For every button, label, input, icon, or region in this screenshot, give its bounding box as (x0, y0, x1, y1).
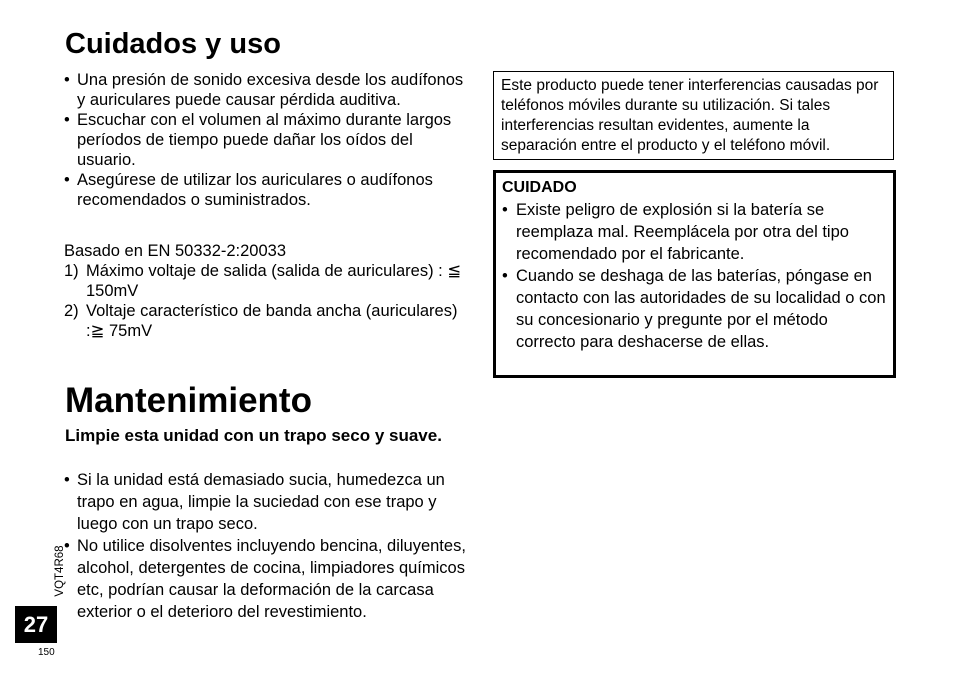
maintenance-subtitle: Limpie esta unidad con un trapo seco y suave. (65, 426, 442, 445)
norm-item (64, 261, 464, 301)
care-bullet-list (64, 70, 464, 210)
caution-bullet: • Existe peligro de explosión si la batería se reemplaza mal. Reemplácela por otra del tipo recomendado por el fabricante. (502, 199, 888, 265)
interference-notice-box: Este producto puede tener interferencias causadas por teléfonos móviles durante su utilización. Si tales interferencias resultan evidentes, aumente la separación entre el producto y el teléfono móvil. (493, 71, 894, 160)
norm-item-number: 1) (64, 262, 79, 280)
small-page-number: 150 (38, 647, 55, 658)
maintenance-bullet: • Si la unidad está demasiado sucia, humedezca un trapo en agua, limpie la suciedad con ese trapo y luego con un trapo seco. (64, 469, 474, 535)
section-title-maintenance: Mantenimiento (65, 381, 312, 420)
page-number-badge: 27 (15, 606, 57, 643)
norm-item-text: Máximo voltaje de salida (salida de auriculares) : ≦ 150mV (86, 262, 462, 300)
norm-item-text: Voltaje característico de banda ancha (auriculares) :≧ 75mV (86, 302, 458, 340)
caution-bullet-list (502, 199, 888, 353)
norm-item (64, 301, 464, 341)
care-bullet: • Escuchar con el volumen al máximo durante largos períodos de tiempo puede dañar los oídos del usuario. (64, 110, 464, 170)
care-bullet: • Una presión de sonido excesiva desde los audífonos y auriculares puede causar pérdida auditiva. (64, 70, 464, 110)
caution-title: CUIDADO (502, 179, 577, 196)
norm-reference: Basado en EN 50332-2:20033 (64, 242, 287, 260)
caution-box (493, 170, 896, 378)
maintenance-bullet: • No utilice disolventes incluyendo bencina, diluyentes, alcohol, detergentes de cocina, limpiadores químicos etc, podrían causar la deformación de la carcasa exterior o el deterioro del revestimiento. (64, 535, 474, 623)
care-bullet: • Asegúrese de utilizar los auriculares o audífonos recomendados o suministrados. (64, 170, 464, 210)
caution-bullet: • Cuando se deshaga de las baterías, póngase en contacto con las autoridades de su localidad o con su concesionario y pregunte por el método correcto para deshacerse de ellas. (502, 265, 888, 353)
norm-item-number: 2) (64, 302, 79, 320)
model-code: VQT4R68 (54, 545, 66, 597)
norm-block (64, 241, 464, 341)
maintenance-bullet-list (64, 469, 474, 623)
section-title-care: Cuidados y uso (65, 28, 281, 60)
